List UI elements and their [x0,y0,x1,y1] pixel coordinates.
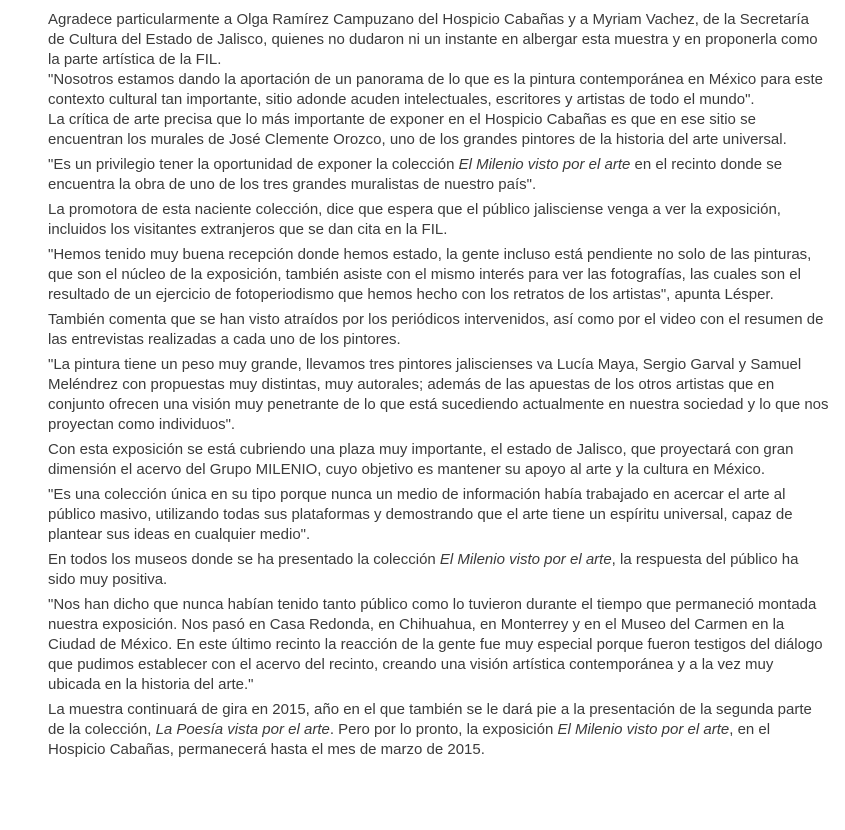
italic-text-segment: La Poesía vista por el arte [155,721,330,738]
closing-paragraph [48,700,829,760]
text-segment: La muestra continuará de gira en 2015, año en el que también se le dará pie a la presentación de la segunda parte de la colección, [48,701,812,738]
text-segment: También comenta que se han visto atraídos por los periódicos intervenidos, así como por el video con el resumen de las entrevistas realizadas a cada uno de los pintores. [48,311,824,348]
text-segment: . Pero por lo pronto, la exposición [329,721,558,738]
text-segment: "Hemos tenido muy buena recepción donde hemos estado, la gente incluso está pendiente no solo de las pinturas, que son el núcleo de la exposición, también asiste con el mismo interés para ver las fotografías, las cuales son el resultado de un ejercicio de fotoperiodismo que hemos hecho con los retratos de los artistas", apunta Lésper. [48,246,812,303]
italic-text-segment: El Milenio visto por el arte [557,721,730,738]
text-segment: "Nos han dicho que nunca habían tenido tanto público como lo tuvieron durante el tiempo que permaneció montada nuestra exposición. Nos pasó en Casa Redonda, en Chihuahua, en Monterrey y en el Museo del Carmen en la Ciudad de México. En este último recinto la reacción de la gente fue muy especial porque fueron testigos del diálogo que pudimos establecer con el acervo del recinto, creando una visión artística contemporánea y a la vez muy ubicada en la historia del arte." [48,596,823,693]
quote-paragraph [48,155,829,195]
body-paragraph [48,440,829,480]
text-segment: Agradece particularmente a Olga Ramírez Campuzano del Hospicio Cabañas y a Myriam Vachez, de la Secretaría de Cultura del Estado de Jalisco, quienes no dudaron ni un instante en albergar esta muestra y en proponerla como la parte artística de la FIL. [48,11,818,68]
quote-paragraph [48,245,829,305]
text-segment: Con esta exposición se está cubriendo una plaza muy importante, el estado de Jalisco, que proyectará con gran dimensión el acervo del Grupo MILENIO, cuyo objetivo es mantener su apoyo al arte y la cultura en México. [48,441,794,478]
quote-paragraph [48,355,829,435]
intro-paragraph-block [48,10,829,150]
text-segment: en el recinto donde se encuentra la obra de uno de los tres grandes muralistas de nuestro país". [48,156,783,193]
text-segment: "La pintura tiene un peso muy grande, llevamos tres pintores jaliscienses va Lucía Maya, Sergio Garval y Samuel Meléndrez con propuestas muy distintas, muy autorales; además de las apuestas de los otros artistas que en conjunto ofrecen una visión muy penetrante de lo que está sucediendo actualmente en nuestra sociedad y lo que nos proyectan como individuos". [48,356,829,433]
italic-text-segment: El Milenio visto por el arte [439,551,612,568]
text-segment: , la respuesta del público ha sido muy positiva. [48,551,799,588]
text-segment: "Es un privilegio tener la oportunidad de exponer la colección [48,156,459,173]
text-segment: "Es una colección única en su tipo porque nunca un medio de información había trabajado en acercar el arte al público masivo, utilizando todas sus plataformas y demostrando que el arte tiene un espíritu universal, capaz de plantear sus ideas en cualquier medio". [48,486,793,543]
body-paragraph [48,550,829,590]
body-paragraph [48,200,829,240]
quote-paragraph [48,485,829,545]
italic-text-segment: El Milenio visto por el arte [458,156,631,173]
text-segment: La crítica de arte precisa que lo más importante de exponer en el Hospicio Cabañas es que en ese sitio se encuentran los murales de José Clemente Orozco, uno de los grandes pintores de la historia del arte universal. [48,111,787,148]
quote-paragraph [48,595,829,695]
text-segment: En todos los museos donde se ha presentado la colección [48,551,440,568]
text-segment: , en el Hospicio Cabañas, permanecerá hasta el mes de marzo de 2015. [48,721,771,758]
text-segment: "Nosotros estamos dando la aportación de un panorama de lo que es la pintura contemporánea en México para este contexto cultural tan importante, sitio adonde acuden intelectuales, escritores y artistas de todo el mundo". [48,71,823,108]
text-segment: La promotora de esta naciente colección, dice que espera que el público jalisciense venga a ver la exposición, incluidos los visitantes extranjeros que se dan cita en la FIL. [48,201,781,238]
body-paragraph [48,310,829,350]
